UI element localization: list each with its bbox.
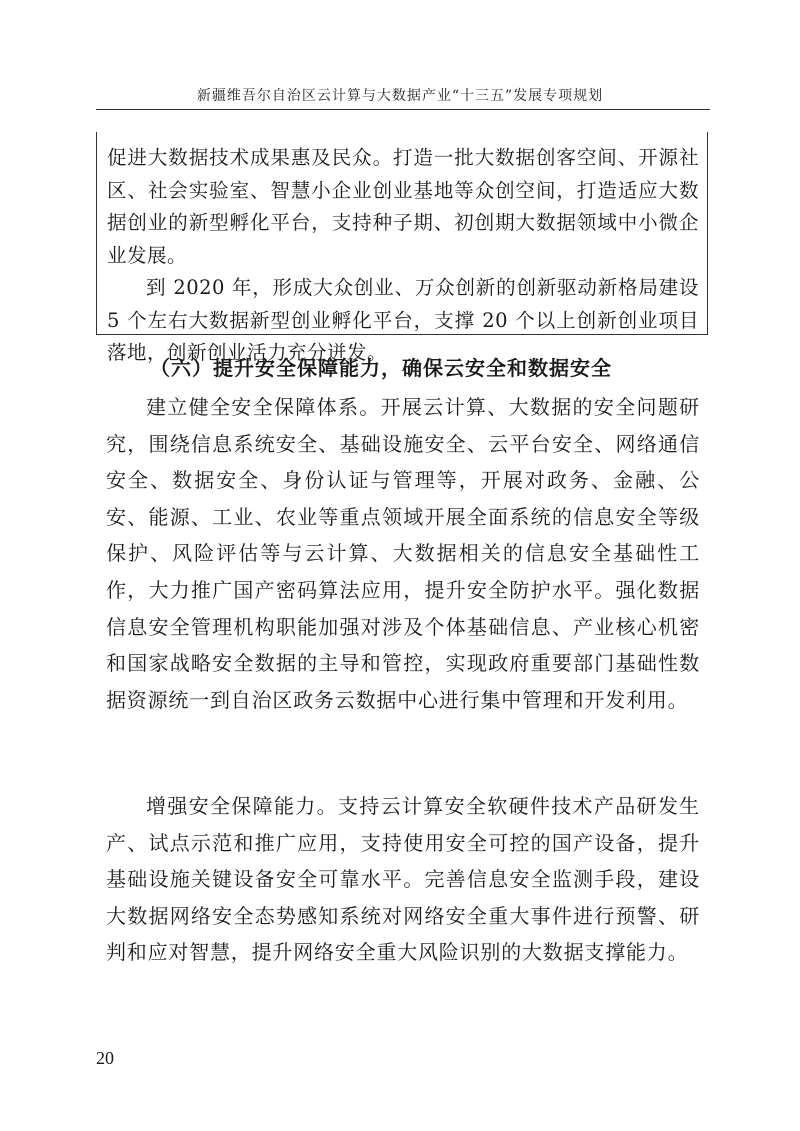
boxed-continuation-section [96, 132, 708, 364]
section-heading: （六）提升安全保障能力，确保云安全和数据安全 [150, 356, 612, 380]
header-rule [96, 109, 710, 110]
boxed-paragraph-2: 到 2020 年，形成大众创业、万众创新的创新驱动新格局建设 5 个左右大数据新型创业孵化平台，支撑 20 个以上创新创业项目落地，创新创业活力充分迸发。 [107, 276, 699, 364]
boxed-paragraph-1: 促进大数据技术成果惠及民众。打造一批大数据创客空间、开源社区、社会实验室、智慧小企业创业基地等众创空间，打造适应大数据创业的新型孵化平台，支持种子期、初创期大数据领域中小微企业发展。 [107, 146, 699, 267]
page-number: 20 [96, 1048, 114, 1068]
body-paragraph-2: 增强安全保障能力。支持云计算安全软硬件技术产品研发生产、试点示范和推广应用，支持使用安全可控的国产设备，提升基础设施关键设备安全可靠水平。完善信息安全监测手段，建设大数据网络安全态势感知系统对网络安全重大事件进行预警、研判和应对智慧，提升网络安全重大风险识别的大数据支撑能力。 [106, 794, 700, 965]
running-header: 新疆维吾尔自治区云计算与大数据产业“十三五”发展专项规划 [196, 88, 604, 104]
body-paragraph-1: 建立健全安全保障体系。开展云计算、大数据的安全问题研究，围绕信息系统安全、基础设施安全、云平台安全、网络通信安全、数据安全、身份认证与管理等，开展对政务、金融、公安、能源、工业、农业等重点领域开展全面系统的信息安全等级保护、风险评估等与云计算、大数据相关的信息安全基础性工作，大力推广国产密码算法应用，提升安全防护水平。强化数据信息安全管理机构职能加强对涉及个体基础信息、产业核心机密和国家战略安全数据的主导和管控，实现政府重要部门基础性数据资源统一到自治区政务云数据中心进行集中管理和开发利用。 [106, 395, 700, 712]
